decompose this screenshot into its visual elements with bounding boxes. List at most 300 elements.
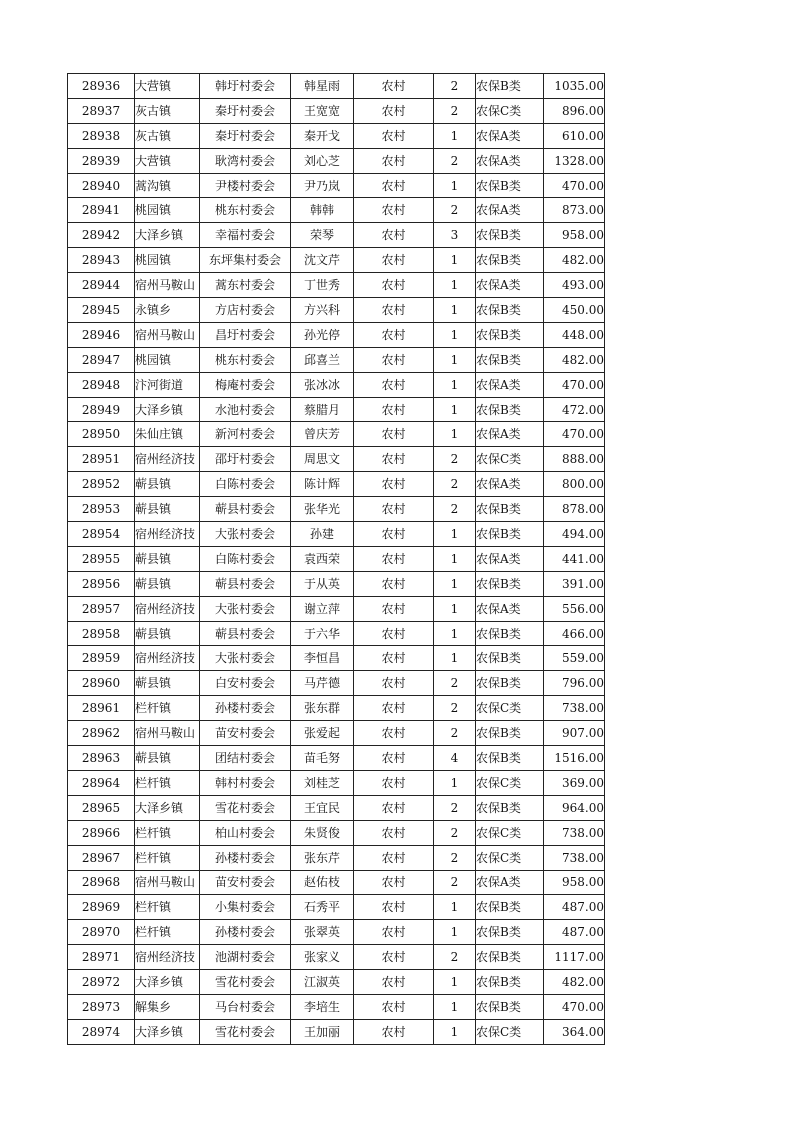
amount-cell: 800.00 bbox=[544, 472, 605, 497]
town-cell: 灰古镇 bbox=[135, 98, 200, 123]
amount-cell: 450.00 bbox=[544, 298, 605, 323]
area-type-cell: 农村 bbox=[354, 621, 434, 646]
household-count-cell: 1 bbox=[434, 322, 476, 347]
area-type-cell: 农村 bbox=[354, 273, 434, 298]
household-count-cell: 2 bbox=[434, 497, 476, 522]
record-id-cell: 28952 bbox=[68, 472, 135, 497]
table-row bbox=[68, 123, 605, 148]
town-cell: 大泽乡镇 bbox=[135, 223, 200, 248]
record-id-cell: 28946 bbox=[68, 322, 135, 347]
table-row bbox=[68, 347, 605, 372]
household-count-cell: 2 bbox=[434, 795, 476, 820]
insurance-category-cell: 农保B类 bbox=[476, 74, 544, 99]
record-id-cell: 28970 bbox=[68, 920, 135, 945]
town-cell: 大泽乡镇 bbox=[135, 970, 200, 995]
town-cell: 宿州马鞍山 bbox=[135, 721, 200, 746]
household-count-cell: 3 bbox=[434, 223, 476, 248]
person-name-cell: 李培生 bbox=[291, 994, 354, 1019]
village-committee-cell: 秦圩村委会 bbox=[200, 98, 291, 123]
area-type-cell: 农村 bbox=[354, 970, 434, 995]
area-type-cell: 农村 bbox=[354, 596, 434, 621]
village-committee-cell: 白陈村委会 bbox=[200, 472, 291, 497]
village-committee-cell: 团结村委会 bbox=[200, 746, 291, 771]
household-count-cell: 1 bbox=[434, 273, 476, 298]
village-committee-cell: 大张村委会 bbox=[200, 646, 291, 671]
person-name-cell: 尹乃岚 bbox=[291, 173, 354, 198]
insurance-category-cell: 农保B类 bbox=[476, 945, 544, 970]
village-committee-cell: 小集村委会 bbox=[200, 895, 291, 920]
record-id-cell: 28953 bbox=[68, 497, 135, 522]
table-row bbox=[68, 870, 605, 895]
area-type-cell: 农村 bbox=[354, 148, 434, 173]
insurance-category-cell: 农保B类 bbox=[476, 621, 544, 646]
area-type-cell: 农村 bbox=[354, 123, 434, 148]
insurance-category-cell: 农保B类 bbox=[476, 347, 544, 372]
amount-cell: 448.00 bbox=[544, 322, 605, 347]
amount-cell: 470.00 bbox=[544, 173, 605, 198]
table-row bbox=[68, 74, 605, 99]
record-id-cell: 28971 bbox=[68, 945, 135, 970]
table-row bbox=[68, 546, 605, 571]
insurance-category-cell: 农保B类 bbox=[476, 497, 544, 522]
person-name-cell: 陈计辉 bbox=[291, 472, 354, 497]
household-count-cell: 1 bbox=[434, 571, 476, 596]
amount-cell: 470.00 bbox=[544, 994, 605, 1019]
village-committee-cell: 大张村委会 bbox=[200, 522, 291, 547]
record-id-cell: 28959 bbox=[68, 646, 135, 671]
area-type-cell: 农村 bbox=[354, 845, 434, 870]
person-name-cell: 谢立萍 bbox=[291, 596, 354, 621]
person-name-cell: 韩星雨 bbox=[291, 74, 354, 99]
village-committee-cell: 水池村委会 bbox=[200, 397, 291, 422]
table-row bbox=[68, 397, 605, 422]
amount-cell: 487.00 bbox=[544, 920, 605, 945]
record-id-cell: 28969 bbox=[68, 895, 135, 920]
amount-cell: 482.00 bbox=[544, 248, 605, 273]
insurance-category-cell: 农保B类 bbox=[476, 322, 544, 347]
town-cell: 栏杆镇 bbox=[135, 820, 200, 845]
person-name-cell: 邱喜兰 bbox=[291, 347, 354, 372]
household-count-cell: 1 bbox=[434, 546, 476, 571]
town-cell: 大泽乡镇 bbox=[135, 795, 200, 820]
table-row bbox=[68, 223, 605, 248]
table-row bbox=[68, 920, 605, 945]
amount-cell: 896.00 bbox=[544, 98, 605, 123]
amount-cell: 958.00 bbox=[544, 223, 605, 248]
town-cell: 蕲县镇 bbox=[135, 571, 200, 596]
area-type-cell: 农村 bbox=[354, 696, 434, 721]
record-id-cell: 28962 bbox=[68, 721, 135, 746]
person-name-cell: 张爱起 bbox=[291, 721, 354, 746]
town-cell: 栏杆镇 bbox=[135, 920, 200, 945]
record-id-cell: 28965 bbox=[68, 795, 135, 820]
person-name-cell: 周思文 bbox=[291, 447, 354, 472]
person-name-cell: 王加丽 bbox=[291, 1019, 354, 1044]
village-committee-cell: 苗安村委会 bbox=[200, 721, 291, 746]
town-cell: 灰古镇 bbox=[135, 123, 200, 148]
person-name-cell: 江淑英 bbox=[291, 970, 354, 995]
area-type-cell: 农村 bbox=[354, 472, 434, 497]
village-committee-cell: 韩圩村委会 bbox=[200, 74, 291, 99]
person-name-cell: 王宽宽 bbox=[291, 98, 354, 123]
village-committee-cell: 孙楼村委会 bbox=[200, 845, 291, 870]
town-cell: 蕲县镇 bbox=[135, 546, 200, 571]
record-id-cell: 28963 bbox=[68, 746, 135, 771]
insurance-category-cell: 农保B类 bbox=[476, 920, 544, 945]
village-committee-cell: 东坪集村委会 bbox=[200, 248, 291, 273]
household-count-cell: 1 bbox=[434, 347, 476, 372]
area-type-cell: 农村 bbox=[354, 1019, 434, 1044]
area-type-cell: 农村 bbox=[354, 98, 434, 123]
town-cell: 桃园镇 bbox=[135, 248, 200, 273]
table-row bbox=[68, 571, 605, 596]
insurance-category-cell: 农保C类 bbox=[476, 770, 544, 795]
town-cell: 宿州马鞍山 bbox=[135, 322, 200, 347]
amount-cell: 1328.00 bbox=[544, 148, 605, 173]
town-cell: 蕲县镇 bbox=[135, 497, 200, 522]
amount-cell: 888.00 bbox=[544, 447, 605, 472]
table-row bbox=[68, 696, 605, 721]
village-committee-cell: 尹楼村委会 bbox=[200, 173, 291, 198]
amount-cell: 873.00 bbox=[544, 198, 605, 223]
amount-cell: 964.00 bbox=[544, 795, 605, 820]
person-name-cell: 刘桂芝 bbox=[291, 770, 354, 795]
area-type-cell: 农村 bbox=[354, 198, 434, 223]
area-type-cell: 农村 bbox=[354, 646, 434, 671]
amount-cell: 487.00 bbox=[544, 895, 605, 920]
record-id-cell: 28967 bbox=[68, 845, 135, 870]
household-count-cell: 2 bbox=[434, 74, 476, 99]
area-type-cell: 农村 bbox=[354, 173, 434, 198]
household-count-cell: 1 bbox=[434, 298, 476, 323]
area-type-cell: 农村 bbox=[354, 770, 434, 795]
person-name-cell: 张家义 bbox=[291, 945, 354, 970]
insurance-category-cell: 农保C类 bbox=[476, 98, 544, 123]
table-row bbox=[68, 795, 605, 820]
village-committee-cell: 邵圩村委会 bbox=[200, 447, 291, 472]
record-id-cell: 28938 bbox=[68, 123, 135, 148]
person-name-cell: 方兴科 bbox=[291, 298, 354, 323]
insurance-category-cell: 农保C类 bbox=[476, 845, 544, 870]
village-committee-cell: 苗安村委会 bbox=[200, 870, 291, 895]
insurance-category-cell: 农保B类 bbox=[476, 746, 544, 771]
person-name-cell: 张东芹 bbox=[291, 845, 354, 870]
amount-cell: 493.00 bbox=[544, 273, 605, 298]
village-committee-cell: 梅庵村委会 bbox=[200, 372, 291, 397]
record-id-cell: 28955 bbox=[68, 546, 135, 571]
household-count-cell: 1 bbox=[434, 522, 476, 547]
person-name-cell: 张东群 bbox=[291, 696, 354, 721]
person-name-cell: 孙光停 bbox=[291, 322, 354, 347]
area-type-cell: 农村 bbox=[354, 546, 434, 571]
area-type-cell: 农村 bbox=[354, 895, 434, 920]
insurance-category-cell: 农保A类 bbox=[476, 198, 544, 223]
table-row bbox=[68, 994, 605, 1019]
person-name-cell: 马芹德 bbox=[291, 671, 354, 696]
village-committee-cell: 蕲县村委会 bbox=[200, 497, 291, 522]
table-row bbox=[68, 621, 605, 646]
table-row bbox=[68, 646, 605, 671]
amount-cell: 738.00 bbox=[544, 820, 605, 845]
insurance-category-cell: 农保B类 bbox=[476, 248, 544, 273]
area-type-cell: 农村 bbox=[354, 571, 434, 596]
table-row bbox=[68, 970, 605, 995]
insurance-category-cell: 农保C类 bbox=[476, 696, 544, 721]
town-cell: 宿州马鞍山 bbox=[135, 870, 200, 895]
household-count-cell: 2 bbox=[434, 820, 476, 845]
village-committee-cell: 池湖村委会 bbox=[200, 945, 291, 970]
insurance-category-cell: 农保B类 bbox=[476, 397, 544, 422]
person-name-cell: 张翠英 bbox=[291, 920, 354, 945]
table-row bbox=[68, 372, 605, 397]
insurance-category-cell: 农保A类 bbox=[476, 372, 544, 397]
insurance-category-cell: 农保B类 bbox=[476, 223, 544, 248]
table-row bbox=[68, 98, 605, 123]
village-committee-cell: 蕲县村委会 bbox=[200, 621, 291, 646]
area-type-cell: 农村 bbox=[354, 397, 434, 422]
household-count-cell: 2 bbox=[434, 721, 476, 746]
record-id-cell: 28936 bbox=[68, 74, 135, 99]
amount-cell: 441.00 bbox=[544, 546, 605, 571]
person-name-cell: 张华光 bbox=[291, 497, 354, 522]
insurance-category-cell: 农保B类 bbox=[476, 795, 544, 820]
table-row bbox=[68, 198, 605, 223]
table-row bbox=[68, 945, 605, 970]
household-count-cell: 1 bbox=[434, 895, 476, 920]
area-type-cell: 农村 bbox=[354, 920, 434, 945]
household-count-cell: 2 bbox=[434, 98, 476, 123]
person-name-cell: 沈文芹 bbox=[291, 248, 354, 273]
amount-cell: 610.00 bbox=[544, 123, 605, 148]
record-id-cell: 28943 bbox=[68, 248, 135, 273]
area-type-cell: 农村 bbox=[354, 945, 434, 970]
town-cell: 宿州经济技 bbox=[135, 646, 200, 671]
town-cell: 栏杆镇 bbox=[135, 895, 200, 920]
person-name-cell: 袁西荣 bbox=[291, 546, 354, 571]
village-committee-cell: 韩村村委会 bbox=[200, 770, 291, 795]
household-count-cell: 2 bbox=[434, 447, 476, 472]
record-id-cell: 28950 bbox=[68, 422, 135, 447]
record-id-cell: 28941 bbox=[68, 198, 135, 223]
household-count-cell: 1 bbox=[434, 248, 476, 273]
person-name-cell: 秦开戈 bbox=[291, 123, 354, 148]
amount-cell: 1117.00 bbox=[544, 945, 605, 970]
person-name-cell: 石秀平 bbox=[291, 895, 354, 920]
record-id-cell: 28939 bbox=[68, 148, 135, 173]
person-name-cell: 刘心芝 bbox=[291, 148, 354, 173]
record-id-cell: 28948 bbox=[68, 372, 135, 397]
area-type-cell: 农村 bbox=[354, 447, 434, 472]
town-cell: 桃园镇 bbox=[135, 198, 200, 223]
table-row bbox=[68, 173, 605, 198]
town-cell: 大泽乡镇 bbox=[135, 397, 200, 422]
table-row bbox=[68, 522, 605, 547]
record-id-cell: 28958 bbox=[68, 621, 135, 646]
household-count-cell: 2 bbox=[434, 696, 476, 721]
household-count-cell: 1 bbox=[434, 596, 476, 621]
amount-cell: 466.00 bbox=[544, 621, 605, 646]
village-committee-cell: 桃东村委会 bbox=[200, 198, 291, 223]
village-committee-cell: 白陈村委会 bbox=[200, 546, 291, 571]
amount-cell: 369.00 bbox=[544, 770, 605, 795]
table-row bbox=[68, 671, 605, 696]
amount-cell: 1516.00 bbox=[544, 746, 605, 771]
record-id-cell: 28974 bbox=[68, 1019, 135, 1044]
insurance-category-cell: 农保B类 bbox=[476, 721, 544, 746]
amount-cell: 470.00 bbox=[544, 422, 605, 447]
amount-cell: 796.00 bbox=[544, 671, 605, 696]
village-committee-cell: 雪花村委会 bbox=[200, 970, 291, 995]
town-cell: 栏杆镇 bbox=[135, 770, 200, 795]
record-id-cell: 28951 bbox=[68, 447, 135, 472]
insurance-category-cell: 农保B类 bbox=[476, 298, 544, 323]
household-count-cell: 1 bbox=[434, 920, 476, 945]
town-cell: 蕲县镇 bbox=[135, 472, 200, 497]
table-row bbox=[68, 422, 605, 447]
area-type-cell: 农村 bbox=[354, 248, 434, 273]
amount-cell: 556.00 bbox=[544, 596, 605, 621]
insurance-category-cell: 农保A类 bbox=[476, 148, 544, 173]
record-id-cell: 28968 bbox=[68, 870, 135, 895]
table-row bbox=[68, 148, 605, 173]
record-id-cell: 28957 bbox=[68, 596, 135, 621]
household-count-cell: 2 bbox=[434, 870, 476, 895]
village-committee-cell: 白安村委会 bbox=[200, 671, 291, 696]
village-committee-cell: 雪花村委会 bbox=[200, 1019, 291, 1044]
town-cell: 蕲县镇 bbox=[135, 671, 200, 696]
record-id-cell: 28960 bbox=[68, 671, 135, 696]
person-name-cell: 曾庆芳 bbox=[291, 422, 354, 447]
person-name-cell: 丁世秀 bbox=[291, 273, 354, 298]
record-id-cell: 28947 bbox=[68, 347, 135, 372]
town-cell: 朱仙庄镇 bbox=[135, 422, 200, 447]
insurance-category-cell: 农保C类 bbox=[476, 820, 544, 845]
town-cell: 大泽乡镇 bbox=[135, 1019, 200, 1044]
village-committee-cell: 孙楼村委会 bbox=[200, 920, 291, 945]
table-row bbox=[68, 447, 605, 472]
area-type-cell: 农村 bbox=[354, 74, 434, 99]
table-row bbox=[68, 596, 605, 621]
town-cell: 蒿沟镇 bbox=[135, 173, 200, 198]
person-name-cell: 李恒昌 bbox=[291, 646, 354, 671]
data-table bbox=[67, 73, 605, 1045]
household-count-cell: 2 bbox=[434, 148, 476, 173]
town-cell: 栏杆镇 bbox=[135, 696, 200, 721]
town-cell: 蕲县镇 bbox=[135, 621, 200, 646]
village-committee-cell: 新河村委会 bbox=[200, 422, 291, 447]
area-type-cell: 农村 bbox=[354, 422, 434, 447]
household-count-cell: 1 bbox=[434, 123, 476, 148]
household-count-cell: 4 bbox=[434, 746, 476, 771]
area-type-cell: 农村 bbox=[354, 870, 434, 895]
insurance-category-cell: 农保B类 bbox=[476, 671, 544, 696]
area-type-cell: 农村 bbox=[354, 671, 434, 696]
amount-cell: 494.00 bbox=[544, 522, 605, 547]
village-committee-cell: 蒿东村委会 bbox=[200, 273, 291, 298]
town-cell: 栏杆镇 bbox=[135, 845, 200, 870]
record-id-cell: 28940 bbox=[68, 173, 135, 198]
record-id-cell: 28937 bbox=[68, 98, 135, 123]
amount-cell: 482.00 bbox=[544, 347, 605, 372]
household-count-cell: 2 bbox=[434, 945, 476, 970]
area-type-cell: 农村 bbox=[354, 347, 434, 372]
table-row bbox=[68, 322, 605, 347]
household-count-cell: 1 bbox=[434, 1019, 476, 1044]
table-row bbox=[68, 273, 605, 298]
insurance-category-cell: 农保B类 bbox=[476, 522, 544, 547]
table-row bbox=[68, 845, 605, 870]
insurance-category-cell: 农保A类 bbox=[476, 596, 544, 621]
village-committee-cell: 马台村委会 bbox=[200, 994, 291, 1019]
town-cell: 宿州经济技 bbox=[135, 522, 200, 547]
area-type-cell: 农村 bbox=[354, 820, 434, 845]
village-committee-cell: 雪花村委会 bbox=[200, 795, 291, 820]
amount-cell: 472.00 bbox=[544, 397, 605, 422]
record-id-cell: 28964 bbox=[68, 770, 135, 795]
person-name-cell: 韩韩 bbox=[291, 198, 354, 223]
area-type-cell: 农村 bbox=[354, 746, 434, 771]
insurance-category-cell: 农保B类 bbox=[476, 970, 544, 995]
area-type-cell: 农村 bbox=[354, 522, 434, 547]
household-count-cell: 1 bbox=[434, 173, 476, 198]
record-id-cell: 28956 bbox=[68, 571, 135, 596]
amount-cell: 738.00 bbox=[544, 696, 605, 721]
table-row bbox=[68, 472, 605, 497]
household-count-cell: 1 bbox=[434, 372, 476, 397]
village-committee-cell: 蕲县村委会 bbox=[200, 571, 291, 596]
table-row bbox=[68, 497, 605, 522]
amount-cell: 738.00 bbox=[544, 845, 605, 870]
insurance-category-cell: 农保A类 bbox=[476, 472, 544, 497]
record-id-cell: 28954 bbox=[68, 522, 135, 547]
town-cell: 大营镇 bbox=[135, 148, 200, 173]
household-count-cell: 2 bbox=[434, 845, 476, 870]
area-type-cell: 农村 bbox=[354, 223, 434, 248]
insurance-category-cell: 农保A类 bbox=[476, 546, 544, 571]
town-cell: 宿州马鞍山 bbox=[135, 273, 200, 298]
village-committee-cell: 耿湾村委会 bbox=[200, 148, 291, 173]
household-count-cell: 1 bbox=[434, 770, 476, 795]
amount-cell: 1035.00 bbox=[544, 74, 605, 99]
household-count-cell: 1 bbox=[434, 422, 476, 447]
household-count-cell: 1 bbox=[434, 994, 476, 1019]
town-cell: 汴河街道 bbox=[135, 372, 200, 397]
town-cell: 桃园镇 bbox=[135, 347, 200, 372]
town-cell: 蕲县镇 bbox=[135, 746, 200, 771]
village-committee-cell: 昌圩村委会 bbox=[200, 322, 291, 347]
person-name-cell: 孙建 bbox=[291, 522, 354, 547]
amount-cell: 878.00 bbox=[544, 497, 605, 522]
table-row bbox=[68, 1019, 605, 1044]
table-body bbox=[68, 74, 605, 1045]
record-id-cell: 28966 bbox=[68, 820, 135, 845]
household-count-cell: 1 bbox=[434, 970, 476, 995]
table-row bbox=[68, 746, 605, 771]
household-count-cell: 1 bbox=[434, 397, 476, 422]
person-name-cell: 蔡腊月 bbox=[291, 397, 354, 422]
area-type-cell: 农村 bbox=[354, 721, 434, 746]
village-committee-cell: 幸福村委会 bbox=[200, 223, 291, 248]
area-type-cell: 农村 bbox=[354, 497, 434, 522]
person-name-cell: 赵佑枝 bbox=[291, 870, 354, 895]
town-cell: 解集乡 bbox=[135, 994, 200, 1019]
town-cell: 宿州经济技 bbox=[135, 596, 200, 621]
person-name-cell: 于六华 bbox=[291, 621, 354, 646]
town-cell: 宿州经济技 bbox=[135, 945, 200, 970]
table-row bbox=[68, 820, 605, 845]
insurance-category-cell: 农保A类 bbox=[476, 273, 544, 298]
insurance-category-cell: 农保A类 bbox=[476, 422, 544, 447]
